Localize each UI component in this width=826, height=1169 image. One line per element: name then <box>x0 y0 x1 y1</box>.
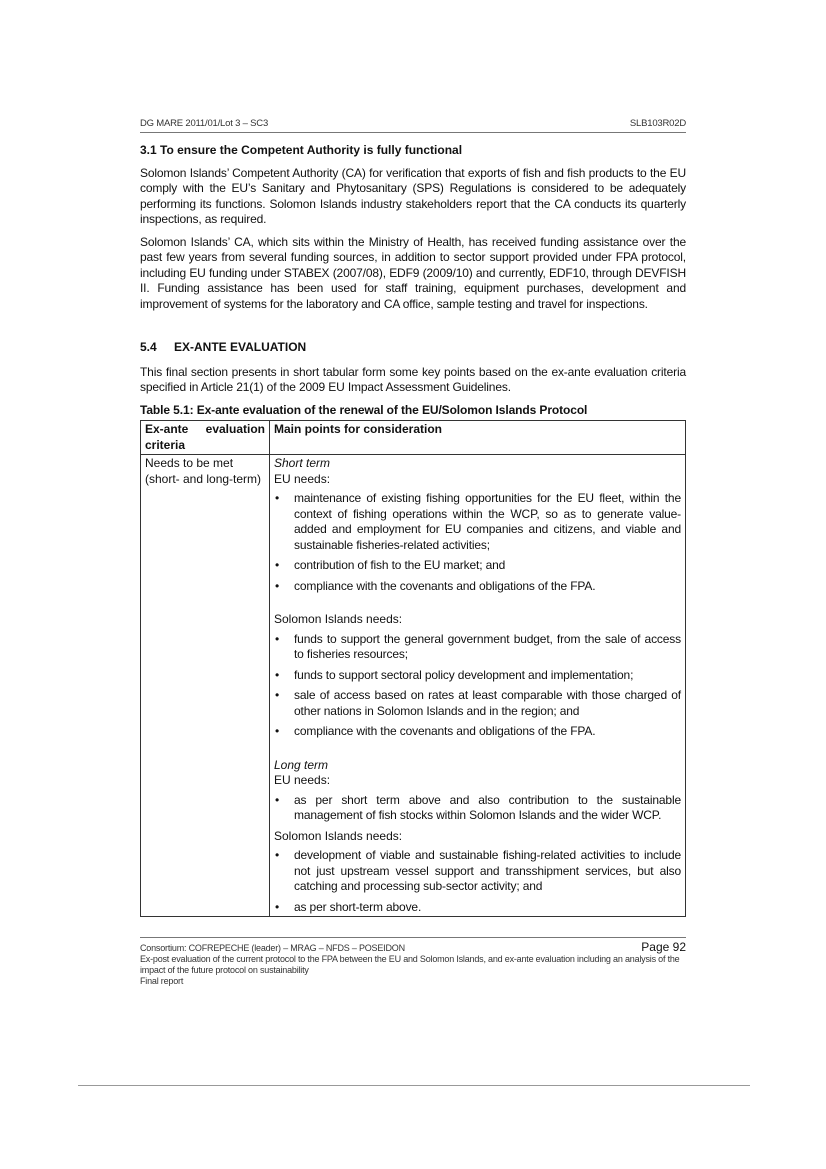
bullet-icon: • <box>275 631 280 646</box>
list-item-text: compliance with the covenants and obligations of the FPA. <box>294 724 596 738</box>
page-footer <box>140 937 686 987</box>
page-bottom-divider <box>78 1085 750 1086</box>
page-content <box>140 143 686 917</box>
row-label-cell <box>141 455 270 917</box>
list-item <box>274 688 681 719</box>
header-criteria-word-2: evaluation <box>205 422 265 436</box>
header-criteria-word-1: Ex-ante <box>145 422 189 436</box>
bullet-icon: • <box>275 724 280 738</box>
bullet-icon: • <box>275 848 280 862</box>
si-long-term-list <box>274 848 681 915</box>
list-item <box>274 724 681 740</box>
list-item <box>274 632 681 663</box>
bullet-icon: • <box>275 899 280 914</box>
bullet-icon: • <box>275 792 280 807</box>
list-item <box>274 558 681 574</box>
list-item-text: maintenance of existing fishing opportunities for the EU fleet, within the context of fishing operations within the WCP, so as to generate value-added and employment for EU companies and citizens, and viable and sustainable fisheries-related activities; <box>294 491 681 552</box>
section-3-1-paragraph-2: Solomon Islands’ CA, which sits within the Ministry of Health, has received funding assistance over the past few years from several funding sources, in addition to sector support provided under FPA protocol, including EU funding under STABEX (2007/08), EDF9 (2009/10) and currently, EDF10, through DEVFISH II. Funding assistance has been used for staff training, equipment purchases, development and improvement of systems for the laboratory and CA office, sample testing and travel for inspections. <box>140 234 686 311</box>
si-needs-long-label: Solomon Islands needs: <box>274 828 403 843</box>
list-item <box>274 900 681 916</box>
section-5-4-paragraph: This final section presents in short tabular form some key points based on the ex-ante evaluation criteria specified in Article 21(1) of the 2009 EU Impact Assessment Guidelines. <box>140 364 686 394</box>
header-cell-main-points: Main points for consideration <box>270 421 686 455</box>
footer-report-type: Final report <box>140 976 184 986</box>
ex-ante-evaluation-table <box>140 420 686 917</box>
list-item-text: funds to support the general government budget, from the sale of access to fisheries resources; <box>294 631 681 661</box>
list-item <box>274 793 681 824</box>
table-caption: Table 5.1: Ex-ante evaluation of the renewal of the EU/Solomon Islands Protocol <box>140 402 588 417</box>
bullet-icon: • <box>275 688 280 702</box>
header-cell-criteria <box>141 421 270 455</box>
row-content-cell <box>270 455 686 917</box>
eu-needs-long-label: EU needs: <box>274 773 331 787</box>
table-row <box>141 455 686 917</box>
si-short-term-list <box>274 632 681 740</box>
short-term-label: Short term <box>274 456 331 470</box>
list-item-text: as per short term above and also contribution to the sustainable management of fish stocks within Solomon Islands and the wider WCP. <box>294 792 681 822</box>
eu-needs-label: EU needs: <box>274 471 331 486</box>
list-item-text: contribution of fish to the EU market; and <box>294 558 506 572</box>
section-3-1-paragraph-1: Solomon Islands’ Competent Authority (CA) for verification that exports of fish and fish products to the EU comply with the EU’s Sanitary and Phytosanitary (SPS) Regulations is considered to be adequately performing its functions. Solomon Islands industry stakeholders report that the CA conducts its quarterly inspections, as required. <box>140 165 686 226</box>
header-reference: DG MARE 2011/01/Lot 3 – SC3 <box>140 118 269 129</box>
list-item-text: funds to support sectoral policy development and implementation; <box>294 667 634 682</box>
list-item <box>274 848 681 895</box>
long-term-label: Long term <box>274 757 329 772</box>
section-number: 5.4 <box>140 340 157 354</box>
eu-short-term-list <box>274 491 681 594</box>
header-document-code: SLB103R02D <box>629 118 686 129</box>
list-item-text: as per short-term above. <box>294 899 422 914</box>
list-item-text: compliance with the covenants and obligations of the FPA. <box>294 578 596 593</box>
bullet-icon: • <box>275 667 280 682</box>
section-3-1-heading: 3.1 To ensure the Competent Authority is fully functional <box>140 143 463 157</box>
si-needs-label: Solomon Islands needs: <box>274 612 403 626</box>
bullet-icon: • <box>275 558 280 572</box>
list-item <box>274 491 681 553</box>
table-header-row <box>141 421 686 455</box>
row-label-line-1: Needs to be met <box>145 456 234 470</box>
row-label-line-2: (short- and long-term) <box>145 471 262 486</box>
header-criteria-word-3: criteria <box>145 437 186 452</box>
page-header <box>140 118 686 133</box>
section-title: EX-ANTE EVALUATION <box>174 340 307 354</box>
section-5-4-heading <box>140 340 686 356</box>
list-item-text: sale of access based on rates at least comparable with those charged of other nations in Solomon Islands and in the region; and <box>294 688 681 718</box>
footer-consortium: Consortium: COFREPECHE (leader) – MRAG – NFDS – POSEIDON <box>140 943 405 953</box>
page-number: Page 92 <box>641 940 686 954</box>
eu-long-term-list <box>274 793 681 824</box>
footer-description: Ex-post evaluation of the current protocol to the FPA between the EU and Solomon Islands, and ex-ante evaluation including an analysis of the impact of the future protocol on sustainability <box>140 954 680 975</box>
bullet-icon: • <box>275 578 280 593</box>
list-item-text: development of viable and sustainable fishing-related activities to include not just upstream vessel support and transshipment services, but also catching and processing sub-sector activity; and <box>294 848 681 893</box>
list-item <box>274 579 681 595</box>
list-item <box>274 668 681 684</box>
bullet-icon: • <box>275 491 280 505</box>
